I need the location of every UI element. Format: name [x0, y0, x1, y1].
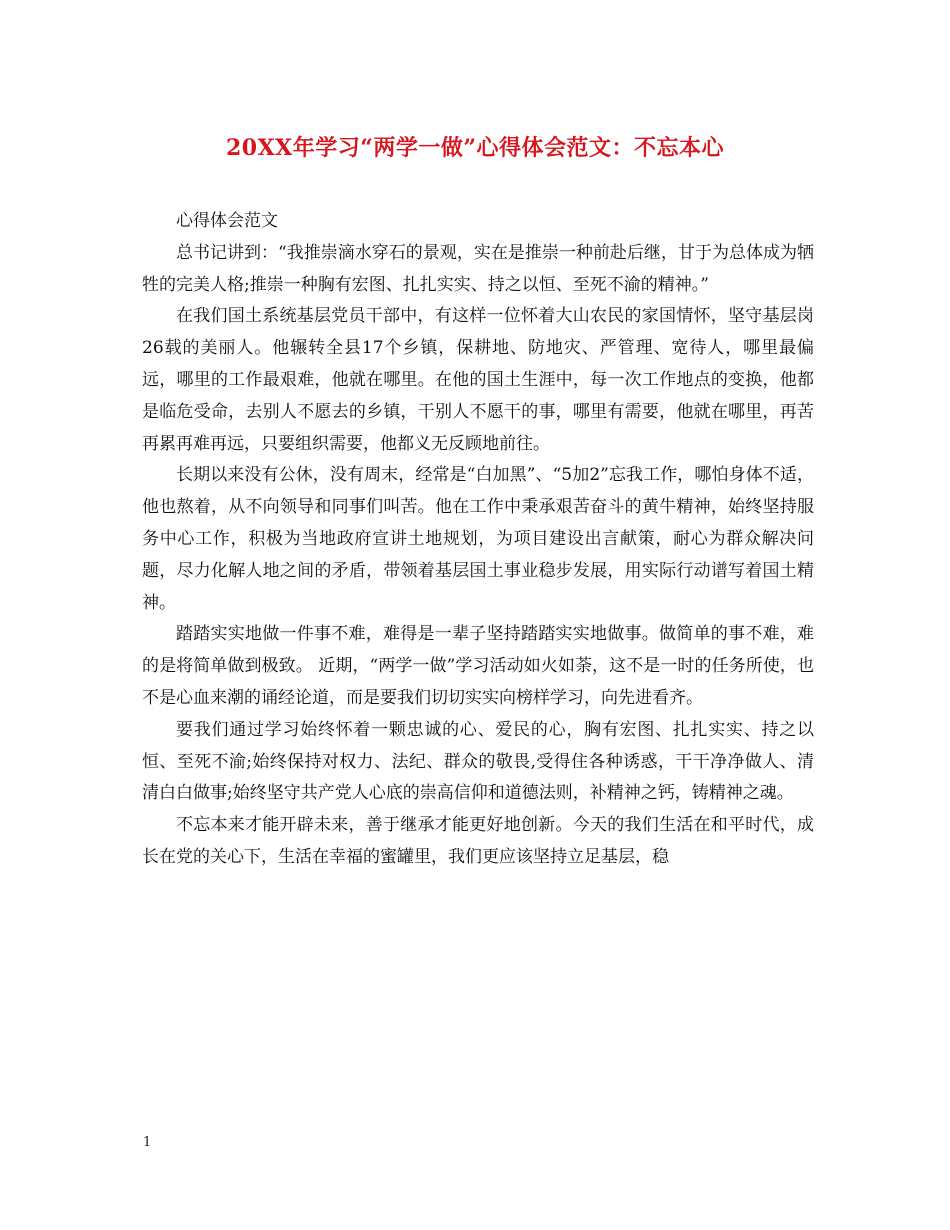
paragraph: 长期以来没有公休，没有周末，经常是“白加黑”、“5加2”忘我工作，哪怕身体不适，他也熬着，从不向领导和同事们叫苦。他在工作中秉承艰苦奋斗的黄牛精神，始终坚持服务中心工作，积极为当地政府宣讲土地规划，为项目建设出言献策，耐心为群众解决问题，尽力化解人地之间的矛盾，带领着基层国土事业稳步发展，用实际行动谱写着国土精神。 — [142, 465, 814, 613]
paragraph: 在我们国土系统基层党员干部中，有这样一位怀着大山农民的家国情怀，坚守基层岗26载的美丽人。他辗转全县17个乡镇，保耕地、防地灾、严管理、宽待人，哪里最偏远，哪里的工作最艰难，他就在哪里。在他的国土生涯中，每一次工作地点的变换，他都是临危受命，去别人不愿去的乡镇，干别人不愿干的事，哪里有需要，他就在哪里，再苦再累再难再远，只要组织需要，他都义无反顾地前往。 — [142, 306, 814, 454]
document-title: 20XX年学习“两学一做”心得体会范文：不忘本心 — [225, 135, 725, 161]
page-number: 1 — [143, 1135, 152, 1150]
paragraph: 不忘本来才能开辟未来，善于继承才能更好地创新。今天的我们生活在和平时代，成长在党的关心下，生活在幸福的蜜罐里，我们更应该坚持立足基层，稳 — [142, 815, 814, 867]
paragraph: 总书记讲到：“我推崇滴水穿石的景观，实在是推崇一种前赴后继，甘于为总体成为牺牲的完美人格;推崇一种胸有宏图、扎扎实实、持之以恒、至死不渝的精神。” — [142, 242, 814, 295]
document-body — [142, 206, 814, 874]
paragraph: 踏踏实实地做一件事不难，难得是一辈子坚持踏踏实实地做事。做简单的事不难，难的是将简单做到极致。 近期，“两学一做”学习活动如火如荼，这不是一时的任务所使，也不是心血来潮的诵经论道，而是要我们切切实实向榜样学习，向先进看齐。 — [142, 624, 814, 708]
paragraph-subtitle: 心得体会范文 — [176, 211, 278, 231]
paragraph: 要我们通过学习始终怀着一颗忠诚的心、爱民的心，胸有宏图、扎扎实实、持之以恒、至死不渝;始终保持对权力、法纪、群众的敬畏,受得住各种诱惑，干干净净做人、清清白白做事;始终坚守共产党人心底的崇高信仰和道德法则，补精神之钙，铸精神之魂。 — [142, 719, 814, 804]
